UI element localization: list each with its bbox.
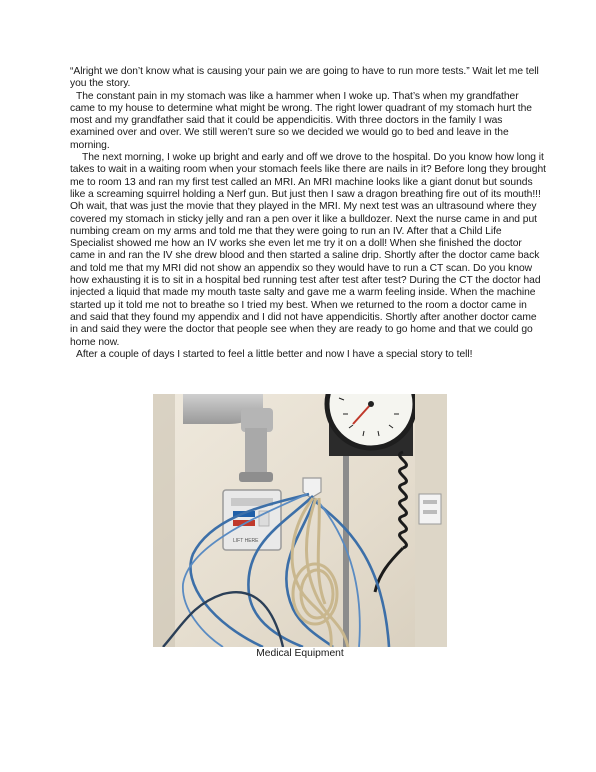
arm-clamp [239, 472, 273, 482]
wall-shadow [153, 394, 175, 647]
story-text [70, 66, 546, 361]
paragraph-opening-quote: “Alright we don’t know what is causing your pain we are going to have to run more tests.” Wait let me tell you the story. [70, 66, 539, 90]
medical-equipment-photo [153, 394, 447, 647]
paragraph-ending: After a couple of days I started to feel a little better and now I have a special story to tell! [76, 348, 473, 360]
panel-lift-label: LIFT HERE [233, 538, 259, 544]
wall-outlet [419, 494, 441, 524]
photo-illustration [153, 394, 447, 647]
arm-pole [245, 428, 267, 476]
paragraph-stomach-pain: The constant pain in my stomach was like a hammer when I woke up. That’s when my grandfather came to my house to determine what might be wrong. The right lower quadrant of my stomach hurt the most and my grandfather said that it could be appendicitis. With three doctors in the family I was examined over and over. We still weren’t sure so we decided we would go to bed and leave in the morning. [70, 90, 532, 151]
photo-caption: Medical Equipment [256, 648, 344, 659]
paragraph-hospital-visit: The next morning, I woke up bright and early and off we drove to the hospital. Do you know how long it takes to wait in a waiting room when your stomach feels like there are nails in it? Before long they brought me to room 13 and ran my first test called an MRI. An MRI machine looks like a giant donut but sounds like a screaming squirrel holding a Nerf gun. But just then I saw a dragon breathing fire out of its mouth!!! Oh wait, that was just the movie that they played in the MRI. My next test was an ultrasound where they covered my stomach in sticky jelly and ran a pen over it like a bulldozer. Next the nurse came in and put numbing cream on my arms and told me that they were going to run an IV. After that a Child Life Specialist showed me how an IV works she even let me try it on a doll! When she finished the doctor came in and ran the IV she drew blood and then started a saline drip. Shortly after the doctor came back and told me that my MRI did not show an appendix so they would have to run a CT scan. Do you know how exhausting it is to sit in a hospital bed running test after test after test? During the CT the doctor had injected a liquid that made my mouth taste salty and gave me a warm feeling inside. When the machine started up it told me not to breathe so I tried my best. When we returned to the room a doctor came in and said that they found my appendix and I did not have appendicitis. Shortly after another doctor came in and said they were the doctor that people see when they are ready to go home and that we could go home now. [70, 152, 546, 348]
